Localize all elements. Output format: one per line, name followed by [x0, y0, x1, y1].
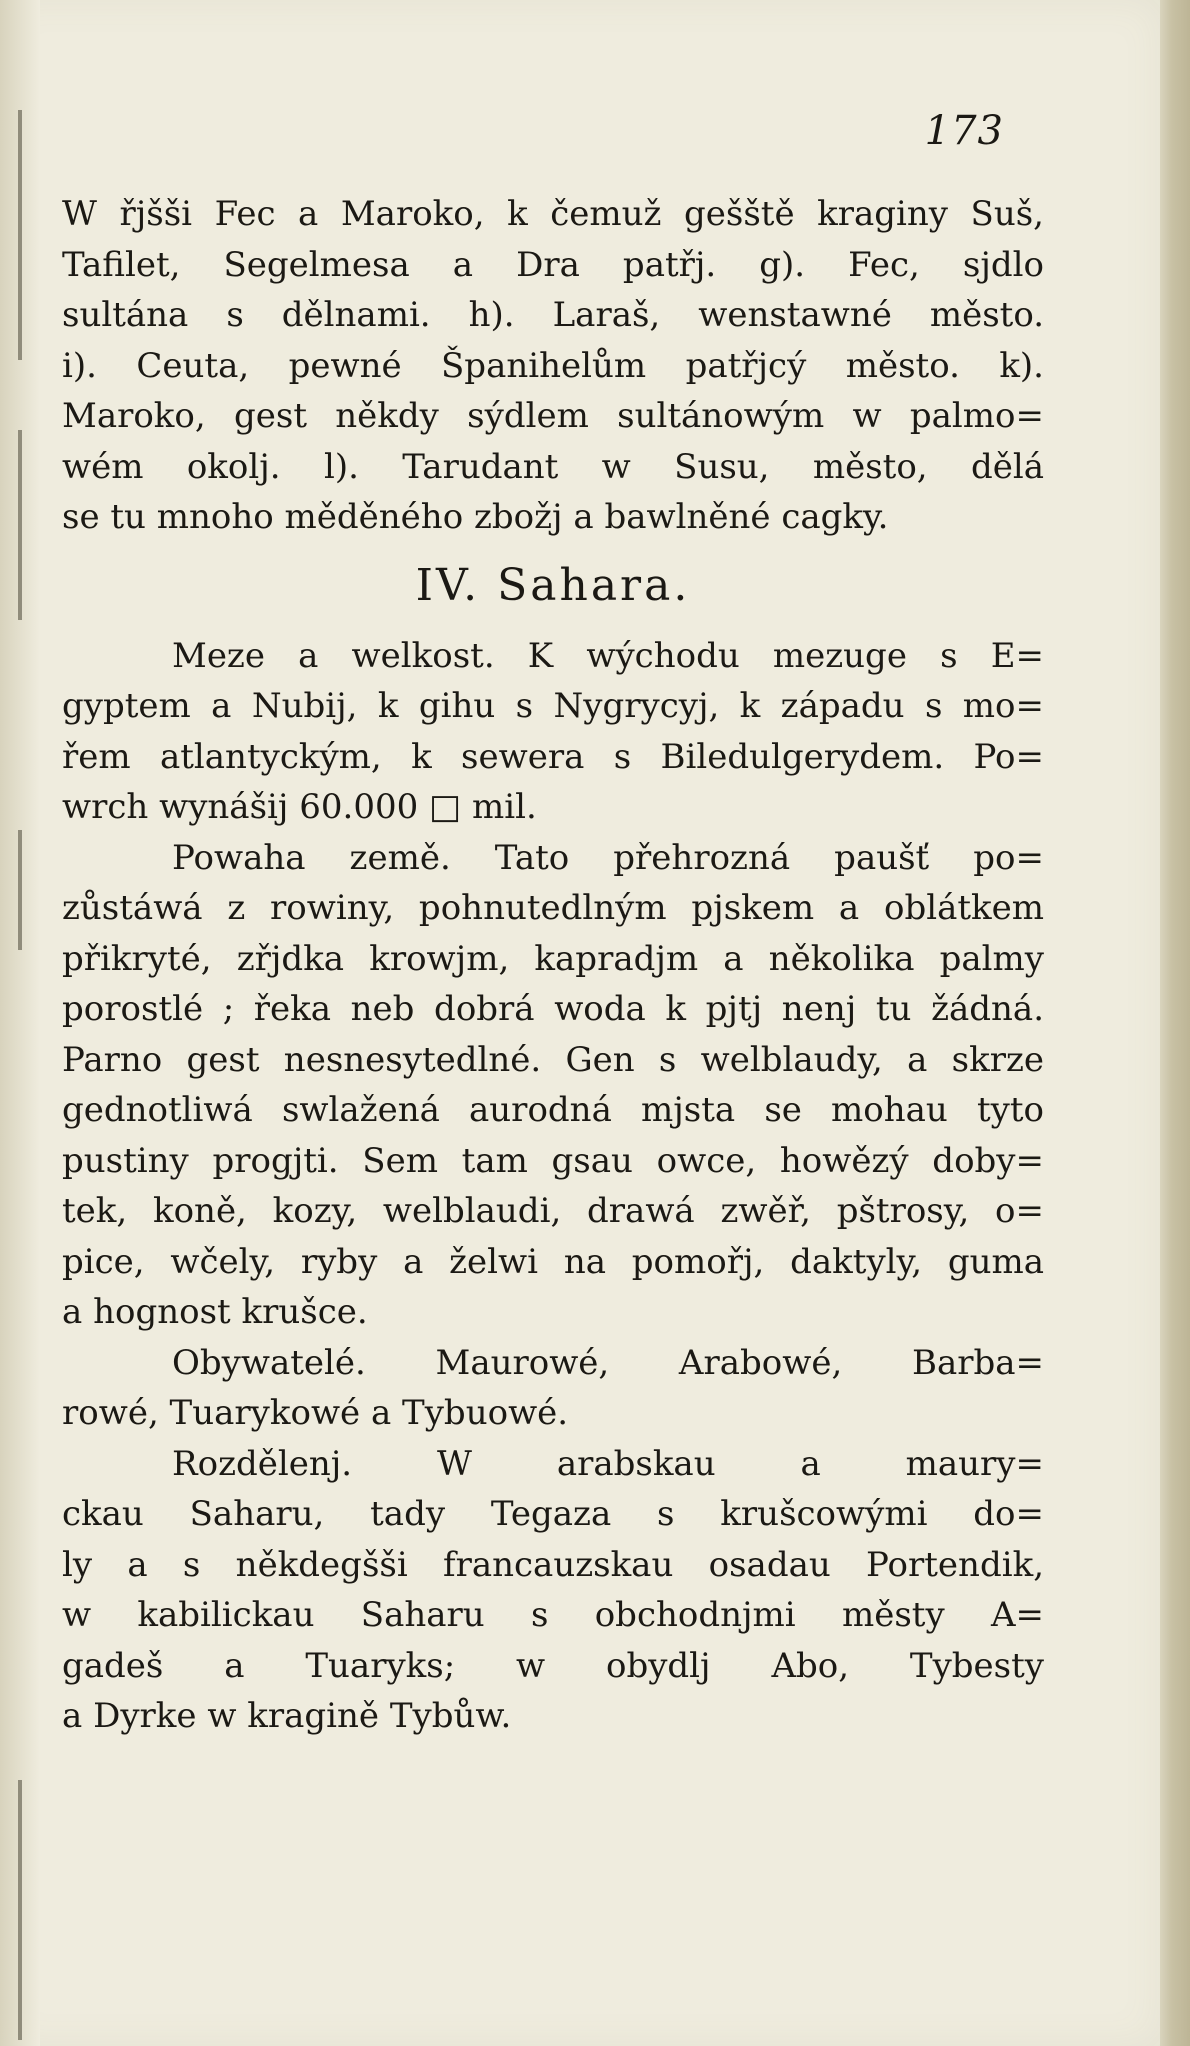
text-line: Powaha země. Tato přehrozná paušť po= — [172, 837, 1044, 878]
text-line: wrch wynášij 60.000 □ mil. — [62, 787, 537, 827]
text-line: a hognost krušce. — [62, 1292, 368, 1332]
gutter-line — [18, 110, 22, 360]
gutter-line — [18, 430, 22, 620]
text-line: Rozdělenj. W arabskau a maury= — [172, 1443, 1044, 1484]
page-edge — [1160, 0, 1190, 2046]
text-line: ly a s někdegšši francauzskau osadau Portendik, — [62, 1544, 1044, 1585]
gutter-line — [18, 830, 22, 950]
text-line: wém okolj. l). Tarudant w Susu, město, dělá — [62, 446, 1044, 487]
text-line: řem atlantyckým, k sewera s Biledulgerydem. Po= — [62, 736, 1044, 777]
text-line: i). Ceuta, pewné Španihelům patřjcý město. k). — [62, 345, 1044, 386]
text-line: tek, koně, kozy, welblaudi, drawá zwěř, pštrosy, o= — [62, 1191, 1044, 1231]
text-line: Meze a welkost. K wýchodu mezuge s E= — [172, 635, 1044, 676]
text-line: gadeš a Tuaryks; w obydlj Abo, Tybesty — [62, 1645, 1044, 1686]
text-line: ckau Saharu, tady Tegaza s krušcowými do= — [62, 1494, 1044, 1534]
text-line: Tafilet, Segelmesa a Dra patřj. g). Fec, sjdlo — [62, 244, 1044, 285]
section-heading: IV. Sahara. — [415, 559, 691, 611]
text-line: se tu mnoho měděného zbožj a bawlněné cagky. — [62, 497, 889, 537]
text-line: a Dyrke w kragině Tybůw. — [62, 1696, 512, 1736]
text-line: gyptem a Nubij, k gihu s Nygrycyj, k západu s mo= — [62, 686, 1044, 726]
text-line: rowé, Tuarykowé a Tybuowé. — [62, 1393, 569, 1433]
text-line: porostlé ; řeka neb dobrá woda k pjtj nenj tu žádná. — [62, 989, 1044, 1029]
text-block — [62, 105, 1044, 1742]
text-line: pustiny progjti. Sem tam gsau owce, howězý doby= — [62, 1140, 1044, 1181]
text-line: w kabilickau Saharu s obchodnjmi městy A= — [62, 1595, 1044, 1635]
text-line: přikryté, zřjdka krowjm, kapradjm a několika palmy — [62, 938, 1044, 979]
page-gutter — [0, 0, 40, 2046]
text-line: gednotliwá swlažená aurodná mjsta se mohau tyto — [62, 1090, 1044, 1130]
text-line: Maroko, gest někdy sýdlem sultánowým w palmo= — [62, 396, 1044, 436]
text-line: W řjšši Fec a Maroko, k čemuž gešště kraginy Suš, — [62, 194, 1044, 234]
text-line: sultána s dělnami. h). Laraš, wenstawné město. — [62, 295, 1044, 335]
text-line: Parno gest nesnesytedlné. Gen s welblaudy, a skrze — [62, 1039, 1044, 1080]
gutter-line — [18, 1780, 22, 2040]
page-number: 173 — [924, 108, 1004, 154]
text-line: Obywatelé. Maurowé, Arabowé, Barba= — [172, 1342, 1044, 1383]
text-line: zůstáwá z rowiny, pohnutedlným pjskem a oblátkem — [62, 888, 1044, 928]
text-line: pice, wčely, ryby a želwi na pomořj, daktyly, guma — [62, 1241, 1044, 1282]
